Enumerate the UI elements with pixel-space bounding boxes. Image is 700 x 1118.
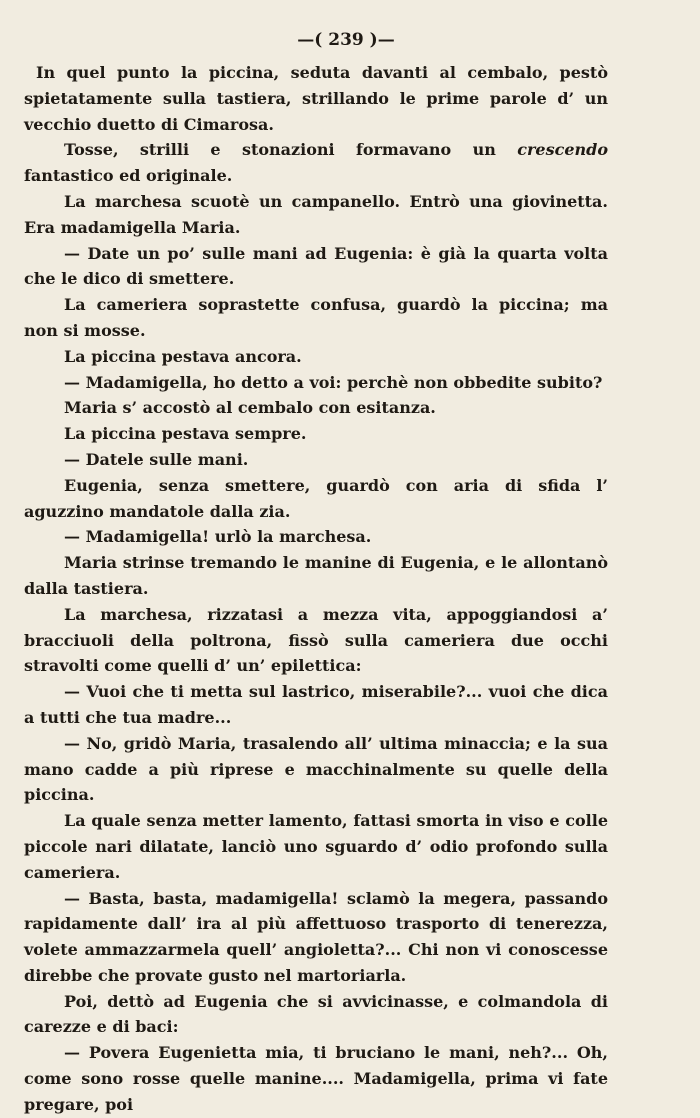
paragraph: — Basta, basta, madamigella! sclamò la megera, passando rapidamente dall’ ira al più affettuoso trasporto di tenerezza, volete ammazzarmela quell’ angioletta?... Chi non vi conoscesse direbbe che provate gusto nel martoriarla. [24,888,608,985]
paragraph: La piccina pestava ancora. [64,346,302,366]
paragraph: — Povera Eugenietta mia, ti bruciano le mani, neh?... Oh, come sono rosse quelle manine.... Madamigella, prima vi fate pregare, poi [24,1043,608,1114]
paragraph: Eugenia, senza smettere, guardò con aria di sfida l’ aguzzino mandatole dalla zia. [24,475,608,521]
paragraph: La marchesa, rizzatasi a mezza vita, appoggiandosi a’ bracciuoli della poltrona, fissò sulla cameriera due occhi stravolti come quelli d’ un’ epilettica: [24,604,608,676]
paragraph: — Date un po’ sulle mani ad Eugenia: è già la quarta volta che le dico di smettere. [24,243,608,289]
paragraph: La quale senza metter lamento, fattasi smorta in viso e colle piccole nari dilatate, lanciò uno sguardo d’ odio profondo sulla cameriera. [24,811,608,882]
paragraph: Tosse, strilli e stonazioni formavano un crescendo fantastico ed originale. [24,140,608,186]
page-number: —( 239 )— [297,30,395,50]
paragraph: Maria s’ accostò al cembalo con esitanza. [64,398,436,418]
paragraph: — Vuoi che ti metta sul lastrico, miserabile?... vuoi che dica a tutti che tua madre... [24,682,608,727]
paragraph: La marchesa scuotè un campanello. Entrò una giovinetta. Era madamigella Maria. [24,191,608,237]
paragraph: — Madamigella! urlò la marchesa. [64,527,372,547]
paragraph: — No, gridò Maria, trasalendo all’ ultima minaccia; e la sua mano cadde a più riprese e macchinalmente su quelle della piccina. [24,733,608,805]
paragraph: Poi, dettò ad Eugenia che si avvicinasse, e colmandola di carezze e di baci: [24,991,608,1037]
paragraph: La piccina pestava sempre. [64,424,307,444]
paragraph: Maria strinse tremando le manine di Eugenia, e le allontanò dalla tastiera. [24,553,608,598]
paragraph: — Madamigella, ho detto a voi: perchè non obbedite subito? [64,372,603,392]
body-text [24,60,608,1118]
paragraph: — Datele sulle mani. [64,449,249,469]
paragraph: In quel punto la piccina, seduta davanti al cembalo, pestò spietatamente sulla tastiera, strillando le prime parole d’ un vecchio duetto di Cimarosa. [24,63,608,134]
paragraph: La cameriera soprastette confusa, guardò la piccina; ma non si mosse. [24,295,608,340]
